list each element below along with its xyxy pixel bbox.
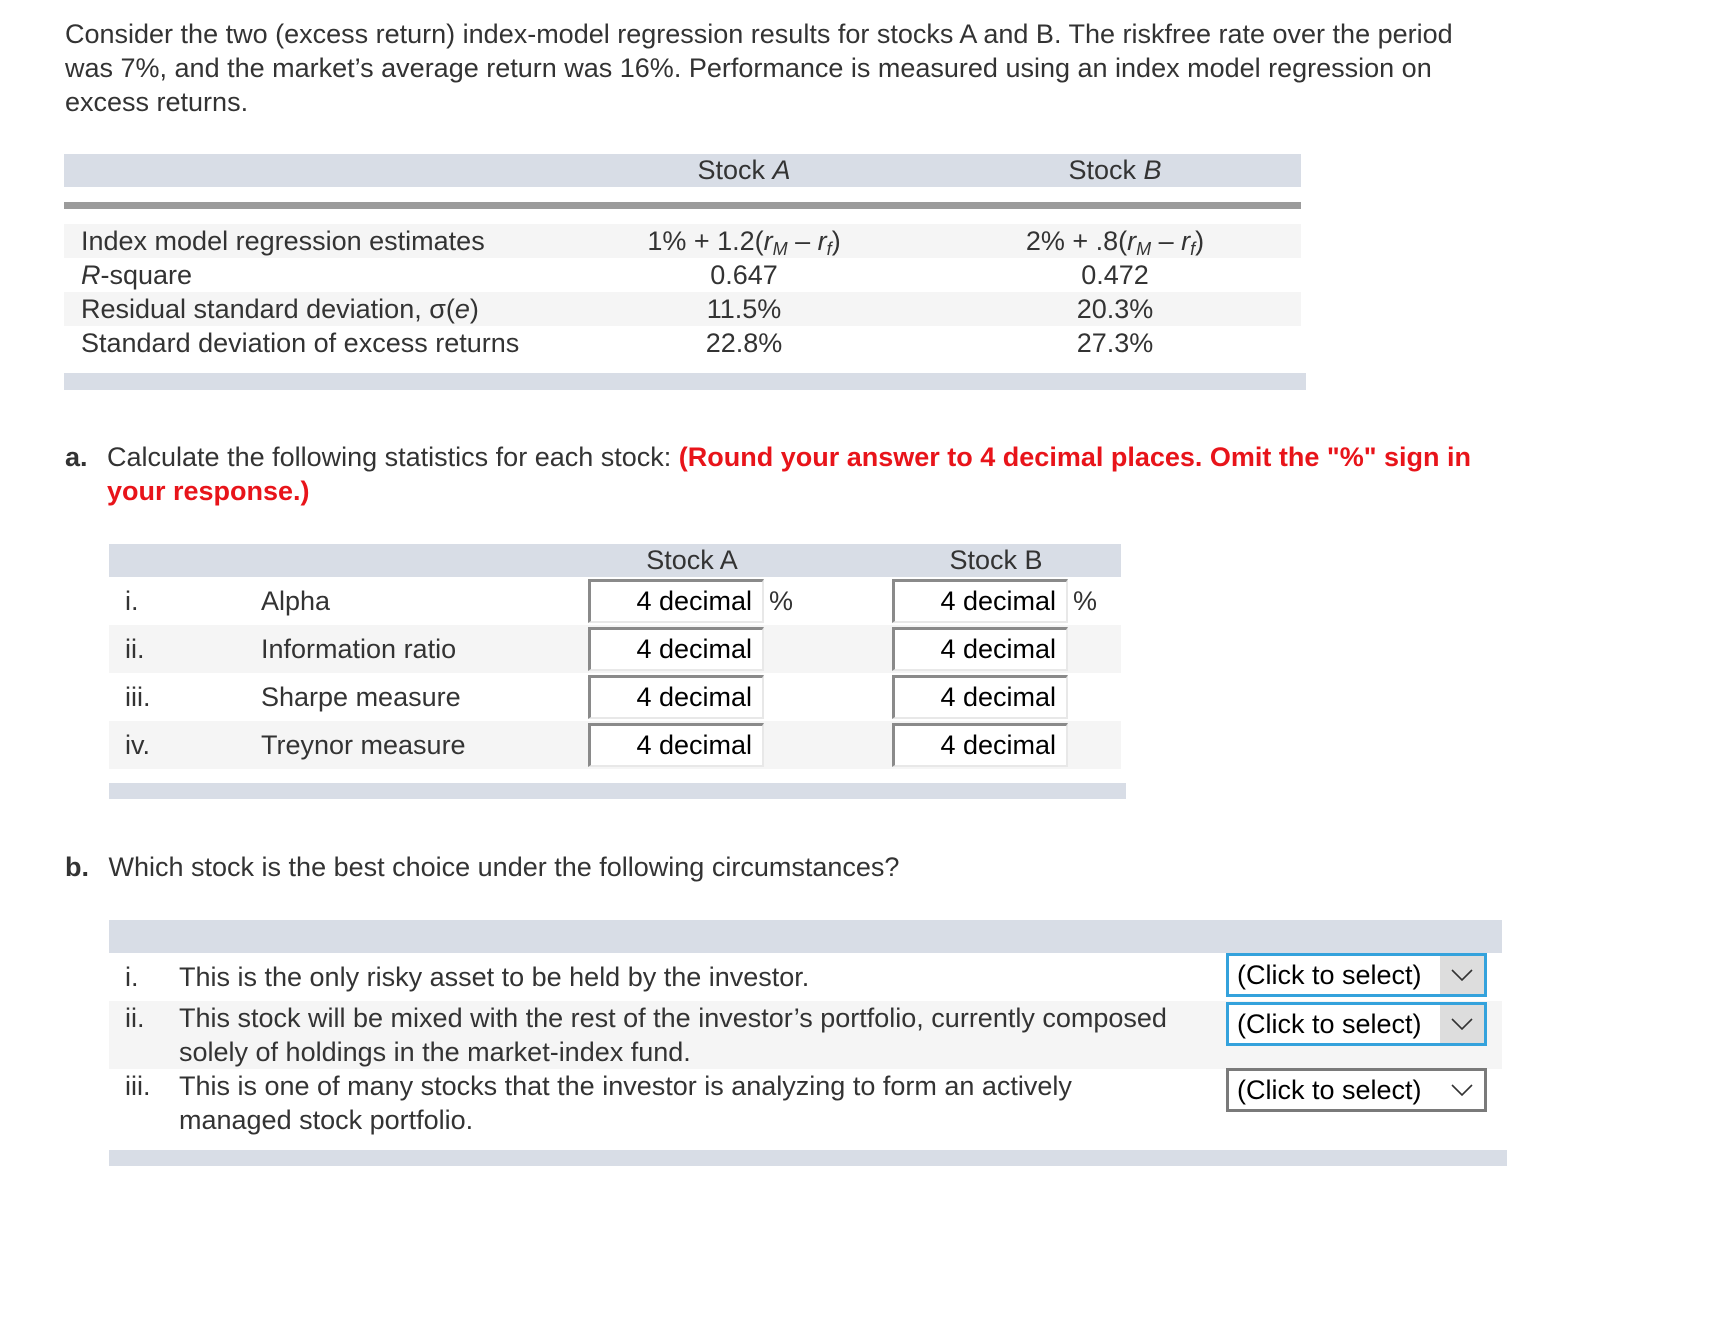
table-row bbox=[64, 224, 1301, 258]
stock-a-value: 0.647 bbox=[710, 260, 778, 290]
chevron-down-icon[interactable] bbox=[1440, 956, 1484, 994]
table-row bbox=[64, 326, 1301, 360]
stock-a-value: 22.8% bbox=[705, 328, 783, 358]
instruction-text: (Round your answer to 4 decimal places. Omit the "%" sign in your response.) bbox=[107, 442, 1472, 506]
question-marker: a. bbox=[65, 442, 88, 472]
sharpe-stock-a-input[interactable] bbox=[588, 675, 764, 719]
table-row bbox=[64, 258, 1301, 292]
label-text: -square bbox=[100, 260, 193, 290]
table-footer-bar bbox=[64, 373, 1306, 390]
stats-table-header bbox=[109, 544, 1121, 577]
row-label: Alpha bbox=[261, 586, 331, 616]
eq-var: r bbox=[1181, 226, 1191, 256]
alpha-stock-b-input[interactable] bbox=[892, 579, 1068, 623]
stock-b-value bbox=[965, 224, 1265, 258]
row-text: This stock will be mixed with the rest of the investor’s portfolio, currently composed solely of holdings in the market-index fund. bbox=[179, 1003, 1167, 1067]
row-number: iii. bbox=[125, 682, 151, 712]
eq-var: r bbox=[1127, 226, 1137, 256]
row-number: i. bbox=[125, 962, 139, 992]
choice-select-iii[interactable] bbox=[1226, 1068, 1487, 1112]
table-row-treynor bbox=[109, 721, 1121, 769]
problem-intro: Consider the two (excess return) index-model regression results for stocks A and B. The riskfree rate over the period was 7%, and the market’s average return was 16%. Performance is measured using an index model regression on excess returns. bbox=[65, 19, 1453, 117]
header-stock-b bbox=[965, 154, 1265, 187]
eq-sub: f bbox=[1190, 239, 1196, 259]
table-row-information-ratio bbox=[109, 625, 1121, 673]
percent-unit: % bbox=[1073, 586, 1098, 616]
stock-b-value: 27.3% bbox=[1076, 328, 1154, 358]
row-label: Index model regression estimates bbox=[81, 226, 485, 256]
header-stock-a bbox=[594, 154, 894, 187]
eq-part: ) bbox=[1195, 226, 1205, 256]
eq-sub: f bbox=[826, 239, 832, 259]
choice-table-header bbox=[109, 920, 1502, 953]
eq-part: 1% + 1.2( bbox=[647, 226, 764, 256]
row-number: ii. bbox=[125, 634, 145, 664]
row-text: This is the only risky asset to be held by the investor. bbox=[179, 962, 810, 992]
stock-a-value: 11.5% bbox=[706, 294, 782, 324]
table-footer-bar bbox=[109, 1150, 1507, 1166]
choice-select-i[interactable] bbox=[1226, 953, 1487, 997]
eq-var: r bbox=[763, 226, 773, 256]
row-label: Standard deviation of excess returns bbox=[81, 328, 520, 358]
question-b bbox=[65, 850, 899, 884]
row-text: This is one of many stocks that the investor is analyzing to form an actively managed stock portfolio. bbox=[179, 1071, 1072, 1135]
eq-part: – bbox=[787, 226, 818, 256]
eq-part: – bbox=[1151, 226, 1182, 256]
eq-sub: M bbox=[772, 239, 788, 259]
eq-part: ) bbox=[831, 226, 841, 256]
row-number: ii. bbox=[125, 1003, 145, 1033]
header-text: Stock bbox=[1068, 155, 1144, 185]
stock-b-value: 0.472 bbox=[1081, 260, 1149, 290]
sharpe-stock-b-input[interactable] bbox=[892, 675, 1068, 719]
regression-table-header bbox=[64, 154, 1301, 187]
select-value: (Click to select) bbox=[1237, 1008, 1422, 1039]
table-footer-bar bbox=[109, 783, 1126, 799]
chevron-down-icon[interactable] bbox=[1440, 1071, 1484, 1109]
label-text: Residual standard deviation, σ( bbox=[81, 294, 455, 324]
chevron-down-icon[interactable] bbox=[1440, 1005, 1484, 1043]
table-row-alpha bbox=[109, 577, 1121, 625]
row-number: iv. bbox=[125, 730, 150, 760]
label-italic: e bbox=[454, 294, 470, 324]
table-row-sharpe bbox=[109, 673, 1121, 721]
header-letter: A bbox=[772, 155, 791, 185]
label-text: ) bbox=[469, 294, 479, 324]
treynor-stock-b-input[interactable] bbox=[892, 723, 1068, 767]
information-ratio-stock-a-input[interactable] bbox=[588, 627, 764, 671]
alpha-stock-a-input[interactable] bbox=[588, 579, 764, 623]
eq-sub: M bbox=[1136, 239, 1152, 259]
header-stock-a: Stock A bbox=[646, 545, 738, 575]
information-ratio-stock-b-input[interactable] bbox=[892, 627, 1068, 671]
label-italic: R bbox=[81, 260, 101, 290]
percent-unit: % bbox=[769, 586, 794, 616]
treynor-stock-a-input[interactable] bbox=[588, 723, 764, 767]
select-value: (Click to select) bbox=[1237, 1074, 1422, 1105]
row-number: i. bbox=[125, 586, 139, 616]
stock-a-value bbox=[594, 224, 894, 258]
header-text: Stock bbox=[697, 155, 773, 185]
row-label bbox=[81, 258, 192, 292]
question-text: Which stock is the best choice under the following circumstances? bbox=[108, 852, 900, 882]
stock-b-value: 20.3% bbox=[1076, 294, 1154, 324]
question-marker: b. bbox=[65, 852, 89, 882]
eq-part: 2% + .8( bbox=[1025, 226, 1128, 256]
choice-select-ii[interactable] bbox=[1226, 1002, 1487, 1046]
eq-var: r bbox=[817, 226, 827, 256]
select-value: (Click to select) bbox=[1237, 959, 1422, 990]
header-stock-b: Stock B bbox=[949, 545, 1043, 575]
row-label: Sharpe measure bbox=[261, 682, 461, 712]
table-row bbox=[64, 292, 1301, 326]
question-a bbox=[65, 440, 1485, 508]
row-number: iii. bbox=[125, 1071, 151, 1101]
table-rule bbox=[64, 202, 1301, 209]
row-label bbox=[81, 292, 479, 326]
question-text: Calculate the following statistics for each stock: bbox=[107, 442, 679, 472]
header-letter: B bbox=[1143, 155, 1162, 185]
row-label: Treynor measure bbox=[261, 730, 466, 760]
row-label: Information ratio bbox=[261, 634, 457, 664]
